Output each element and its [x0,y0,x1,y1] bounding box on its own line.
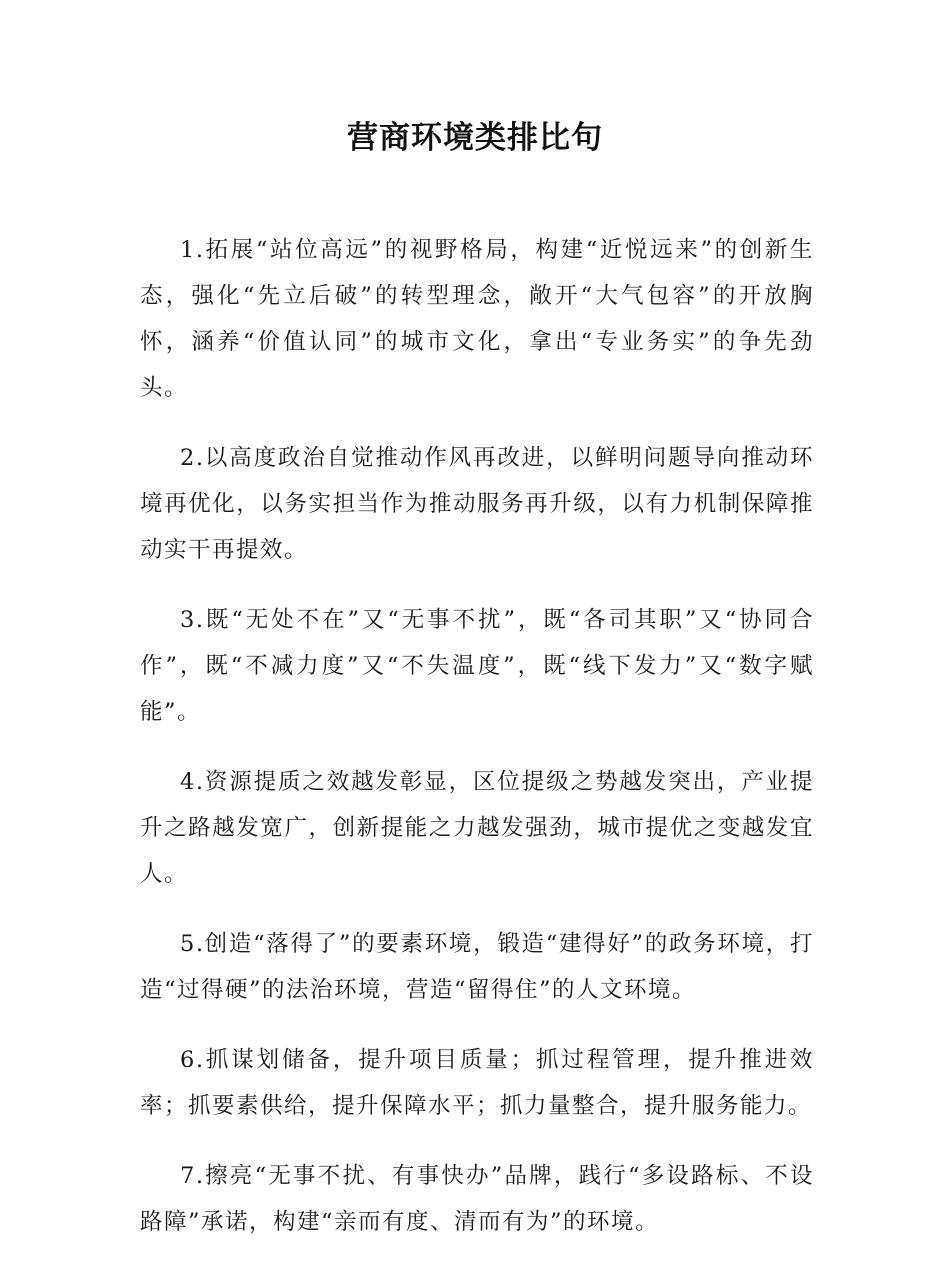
paragraph-7: 7.擦亮“无事不扰、有事快办”品牌，践行“多设路标、不设路障”承诺，构建“亲而有度、清而有为”的环境。 [140,1163,814,1235]
paragraph-6: 6.抓谋划储备，提升项目质量；抓过程管理，提升推进效率；抓要素供给，提升保障水平；抓力量整合，提升服务能力。 [140,1047,814,1119]
document-body [140,227,814,1269]
paragraph-2: 2.以高度政治自觉推动作风再改进，以鲜明问题导向推动环境再优化，以务实担当作为推动服务再升级，以有力机制保障推动实干再提效。 [140,445,814,563]
paragraph-3: 3.既“无处不在”又“无事不扰”，既“各司其职”又“协同合作”，既“不减力度”又“不失温度”，既“线下发力”又“数字赋能”。 [140,607,814,725]
paragraph-1: 1.拓展“站位高远”的视野格局，构建“近悦远来”的创新生态，强化“先立后破”的转型理念，敞开“大气包容”的开放胸怀，涵养“价值认同”的城市文化，拿出“专业务实”的争先劲头。 [140,237,814,401]
paragraph-4: 4.资源提质之效越发彰显，区位提级之势越发突出，产业提升之路越发宽广，创新提能之力越发强劲，城市提优之变越发宜人。 [140,769,814,887]
paragraph-5: 5.创造“落得了”的要素环境，锻造“建得好”的政务环境，打造“过得硬”的法治环境，营造“留得住”的人文环境。 [140,931,814,1003]
document-title: 营商环境类排比句 [347,120,603,156]
